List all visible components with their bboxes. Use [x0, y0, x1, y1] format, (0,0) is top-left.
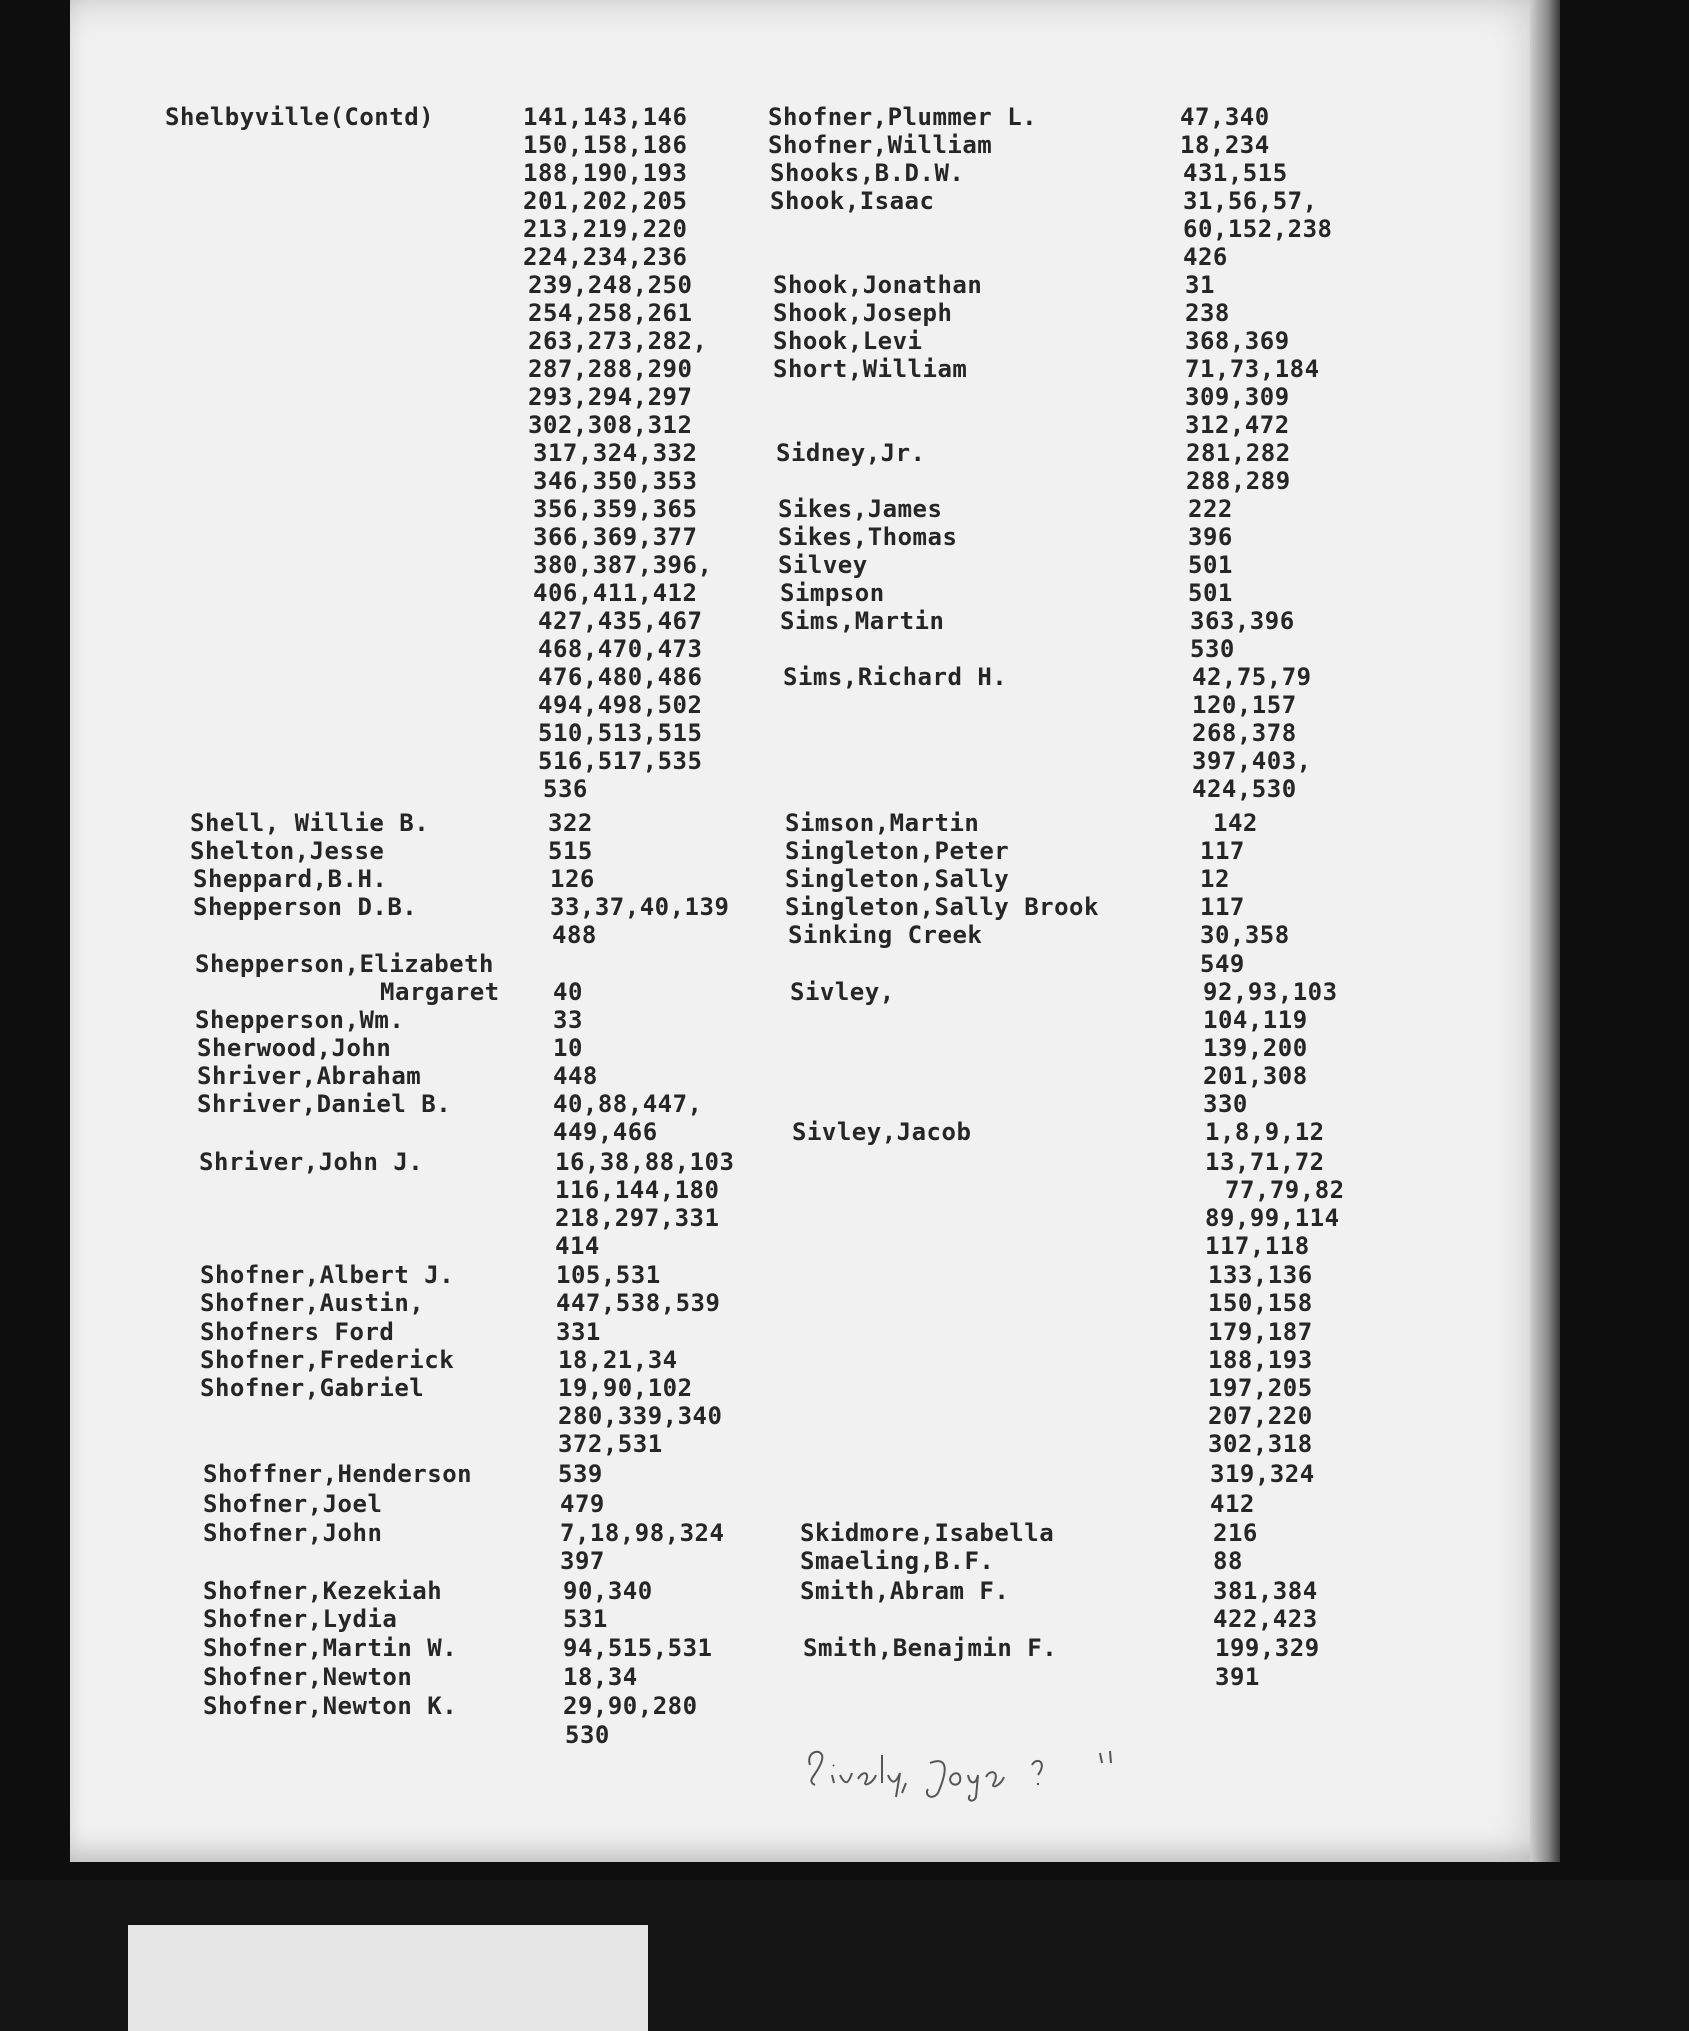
right-entry: 281,282	[1186, 439, 1291, 467]
right-entry: 89,99,114	[1205, 1204, 1340, 1232]
right-entry: 422,423	[1213, 1605, 1318, 1633]
right-entry: 133,136	[1208, 1261, 1313, 1289]
left-entry: 29,90,280	[563, 1692, 698, 1720]
left-entry: Shofner,Newton K.	[203, 1692, 458, 1720]
right-entry: 13,71,72	[1205, 1148, 1325, 1176]
right-entry: 424,530	[1192, 775, 1297, 803]
left-entry: 380,387,396,	[533, 551, 713, 579]
right-entry: 268,378	[1192, 719, 1297, 747]
left-entry: 406,411,412	[533, 579, 698, 607]
handwritten-note-drawing	[800, 1735, 1130, 1805]
right-entry: 117	[1200, 893, 1245, 921]
left-entry: 317,324,332	[533, 439, 698, 467]
left-entry: 141,143,146	[523, 103, 688, 131]
left-entry: Margaret	[380, 978, 500, 1006]
right-entry: Sikes,James	[778, 495, 943, 523]
left-entry: Sheppard,B.H.	[193, 865, 388, 893]
right-entry: 309,309	[1185, 383, 1290, 411]
left-entry: 530	[565, 1721, 610, 1749]
left-entry: 287,288,290	[528, 355, 693, 383]
left-entry: 218,297,331	[555, 1204, 720, 1232]
right-entry: 222	[1188, 495, 1233, 523]
left-entry: 254,258,261	[528, 299, 693, 327]
right-entry: Sivley,Jacob	[792, 1118, 972, 1146]
left-entry: 536	[543, 775, 588, 803]
right-entry: 1,8,9,12	[1205, 1118, 1325, 1146]
right-entry: Singleton,Sally Brook	[785, 893, 1099, 921]
right-entry: 139,200	[1203, 1034, 1308, 1062]
left-entry: 19,90,102	[558, 1374, 693, 1402]
left-entry: 372,531	[558, 1430, 663, 1458]
left-entry: Sherwood,John	[197, 1034, 392, 1062]
right-entry: Singleton,Sally	[785, 865, 1010, 893]
left-entry: Shofner,Newton	[203, 1663, 413, 1691]
right-entry: 312,472	[1185, 411, 1290, 439]
right-entry: Sidney,Jr.	[776, 439, 926, 467]
left-entry: 322	[548, 809, 593, 837]
left-entry: Shriver,Abraham	[197, 1062, 422, 1090]
right-entry: 288,289	[1186, 467, 1291, 495]
left-entry: Shofner,Lydia	[203, 1605, 398, 1633]
left-entry: Shriver,John J.	[199, 1148, 424, 1176]
left-entry: Shofner,John	[203, 1519, 383, 1547]
left-entry: Shofner,Martin W.	[203, 1634, 458, 1662]
right-entry: 117,118	[1205, 1232, 1310, 1260]
left-entry: 448	[553, 1062, 598, 1090]
right-entry: Skidmore,Isabella	[800, 1519, 1055, 1547]
left-entry: 150,158,186	[523, 131, 688, 159]
left-entry: 531	[563, 1605, 608, 1633]
left-entry: Shriver,Daniel B.	[197, 1090, 452, 1118]
left-entry: 356,359,365	[533, 495, 698, 523]
right-entry: Sims,Martin	[780, 607, 945, 635]
right-entry: 207,220	[1208, 1402, 1313, 1430]
left-entry: 468,470,473	[538, 635, 703, 663]
right-entry: 363,396	[1190, 607, 1295, 635]
left-entry: 40,88,447,	[553, 1090, 703, 1118]
left-entry: Shofner,Austin,	[200, 1289, 425, 1317]
left-entry: Shofners Ford	[200, 1318, 395, 1346]
right-entry: 188,193	[1208, 1346, 1313, 1374]
right-entry: 412	[1210, 1490, 1255, 1518]
left-entry: 494,498,502	[538, 691, 703, 719]
left-entry: 10	[553, 1034, 583, 1062]
right-entry: Simson,Martin	[785, 809, 980, 837]
right-entry: 77,79,82	[1225, 1176, 1345, 1204]
page-edge	[1530, 0, 1560, 1862]
left-entry: Shofner,Joel	[203, 1490, 383, 1518]
right-entry: 396	[1188, 523, 1233, 551]
right-entry: 216	[1213, 1519, 1258, 1547]
right-entry: 302,318	[1208, 1430, 1313, 1458]
right-entry: 391	[1215, 1663, 1260, 1691]
left-entry: 188,190,193	[523, 159, 688, 187]
left-entry: 516,517,535	[538, 747, 703, 775]
right-entry: 426	[1183, 243, 1228, 271]
right-entry: 319,324	[1210, 1460, 1315, 1488]
left-entry: 105,531	[556, 1261, 661, 1289]
right-entry: 60,152,238	[1183, 215, 1333, 243]
left-entry: 33,37,40,139	[550, 893, 730, 921]
left-entry: 331	[556, 1318, 601, 1346]
right-entry: 381,384	[1213, 1577, 1318, 1605]
right-entry: Shook,Levi	[773, 327, 923, 355]
left-entry: Shelbyville(Contd)	[165, 103, 435, 131]
left-entry: Shepperson,Elizabeth	[195, 950, 494, 978]
right-entry: Sinking Creek	[788, 921, 983, 949]
right-entry: 142	[1213, 809, 1258, 837]
right-entry: Shook,Joseph	[773, 299, 953, 327]
left-entry: 515	[548, 837, 593, 865]
left-entry: 239,248,250	[528, 271, 693, 299]
paper-strip	[128, 1925, 648, 2031]
handwritten-note	[800, 1735, 1130, 1805]
right-entry: 330	[1203, 1090, 1248, 1118]
left-entry: Shofner,Kezekiah	[203, 1577, 443, 1605]
left-entry: 280,339,340	[558, 1402, 723, 1430]
left-entry: 476,480,486	[538, 663, 703, 691]
left-entry: 488	[552, 921, 597, 949]
right-entry: 238	[1185, 299, 1230, 327]
right-entry: Sivley,	[790, 978, 895, 1006]
right-entry: 368,369	[1185, 327, 1290, 355]
left-entry: 16,38,88,103	[555, 1148, 735, 1176]
left-entry: 427,435,467	[538, 607, 703, 635]
left-entry: Shofner,Albert J.	[200, 1261, 455, 1289]
right-entry: 397,403,	[1192, 747, 1312, 775]
right-entry: Sikes,Thomas	[778, 523, 958, 551]
right-entry: 120,157	[1192, 691, 1297, 719]
right-entry: 18,234	[1180, 131, 1270, 159]
left-entry: 414	[555, 1232, 600, 1260]
right-entry: Smith,Benajmin F.	[803, 1634, 1058, 1662]
right-entry: Short,William	[773, 355, 968, 383]
right-entry: 71,73,184	[1185, 355, 1320, 383]
left-entry: 302,308,312	[528, 411, 693, 439]
right-entry: 150,158	[1208, 1289, 1313, 1317]
left-entry: 116,144,180	[555, 1176, 720, 1204]
right-entry: 501	[1188, 579, 1233, 607]
right-entry: 104,119	[1203, 1006, 1308, 1034]
right-entry: Shofner,William	[768, 131, 993, 159]
left-entry: 447,538,539	[556, 1289, 721, 1317]
right-entry: Smith,Abram F.	[800, 1577, 1010, 1605]
left-entry: Shepperson D.B.	[193, 893, 418, 921]
left-entry: 539	[558, 1460, 603, 1488]
left-entry: 479	[560, 1490, 605, 1518]
right-entry: Smaeling,B.F.	[800, 1547, 995, 1575]
left-entry: 201,202,205	[523, 187, 688, 215]
left-entry: 510,513,515	[538, 719, 703, 747]
left-entry: 366,369,377	[533, 523, 698, 551]
right-entry: Shook,Isaac	[770, 187, 935, 215]
left-entry: Shofner,Gabriel	[200, 1374, 425, 1402]
right-entry: 117	[1200, 837, 1245, 865]
right-entry: 31,56,57,	[1183, 187, 1318, 215]
right-entry: 501	[1188, 551, 1233, 579]
right-entry: Silvey	[778, 551, 868, 579]
right-entry: 201,308	[1203, 1062, 1308, 1090]
left-entry: 263,273,282,	[528, 327, 708, 355]
left-entry: Shoffner,Henderson	[203, 1460, 473, 1488]
left-entry: 90,340	[563, 1577, 653, 1605]
left-entry: Shelton,Jesse	[190, 837, 385, 865]
right-entry: 42,75,79	[1192, 663, 1312, 691]
right-entry: 30,358	[1200, 921, 1290, 949]
left-entry: 18,21,34	[558, 1346, 678, 1374]
left-entry: 33	[553, 1006, 583, 1034]
right-entry: Shofner,Plummer L.	[768, 103, 1038, 131]
right-entry: Singleton,Peter	[785, 837, 1010, 865]
left-entry: 18,34	[563, 1663, 638, 1691]
left-entry: 449,466	[553, 1118, 658, 1146]
left-entry: 397	[560, 1547, 605, 1575]
right-entry: Sims,Richard H.	[783, 663, 1008, 691]
left-entry: 40	[553, 978, 583, 1006]
right-entry: Simpson	[780, 579, 885, 607]
right-entry: 31	[1185, 271, 1215, 299]
right-entry: Shook,Jonathan	[773, 271, 983, 299]
right-entry: Shooks,B.D.W.	[770, 159, 965, 187]
right-entry: 92,93,103	[1203, 978, 1338, 1006]
left-entry: 346,350,353	[533, 467, 698, 495]
left-entry: 213,219,220	[523, 215, 688, 243]
left-entry: 7,18,98,324	[560, 1519, 725, 1547]
left-entry: 293,294,297	[528, 383, 693, 411]
right-entry: 431,515	[1183, 159, 1288, 187]
right-entry: 549	[1200, 950, 1245, 978]
left-entry: 224,234,236	[523, 243, 688, 271]
right-entry: 12	[1200, 865, 1230, 893]
right-entry: 530	[1190, 635, 1235, 663]
right-entry: 199,329	[1215, 1634, 1320, 1662]
right-entry: 197,205	[1208, 1374, 1313, 1402]
right-entry: 179,187	[1208, 1318, 1313, 1346]
right-entry: 88	[1213, 1547, 1243, 1575]
left-entry: Shepperson,Wm.	[195, 1006, 405, 1034]
right-entry: 47,340	[1180, 103, 1270, 131]
left-entry: Shell, Willie B.	[190, 809, 430, 837]
left-entry: 94,515,531	[563, 1634, 713, 1662]
left-entry: Shofner,Frederick	[200, 1346, 455, 1374]
left-entry: 126	[550, 865, 595, 893]
